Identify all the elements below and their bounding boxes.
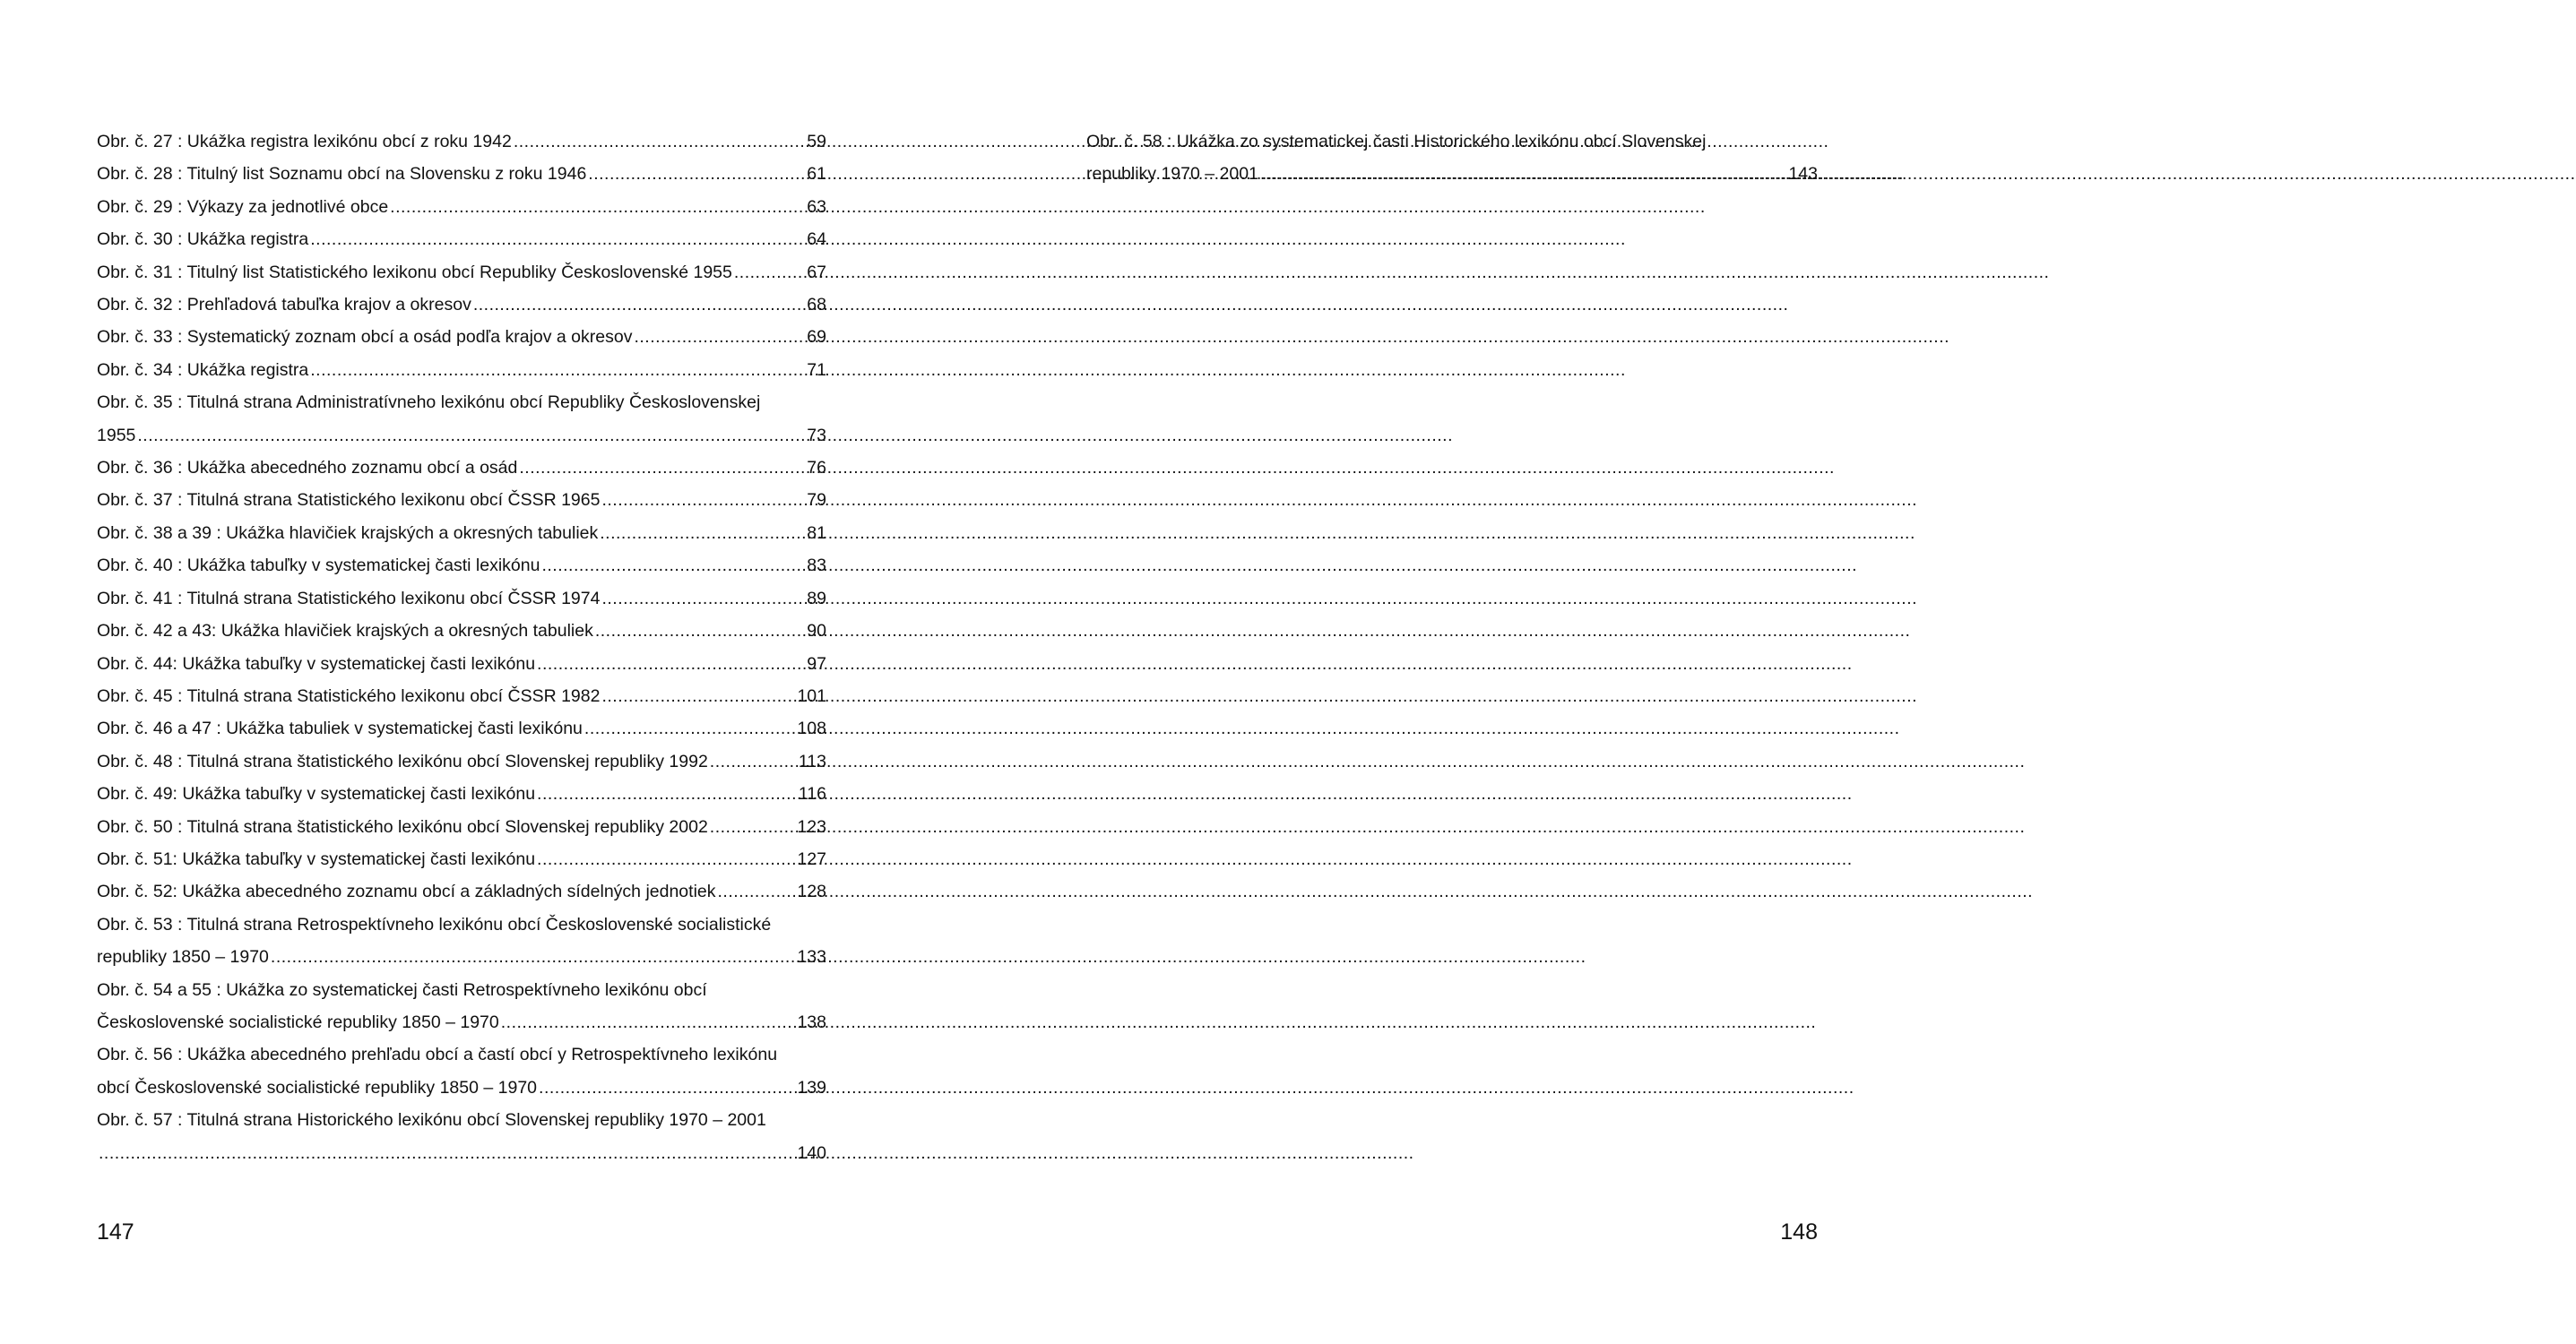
dot-leader — [537, 1072, 797, 1104]
figure-list — [1086, 125, 1818, 191]
entry-leader-line — [97, 256, 826, 289]
entry-leader-line — [97, 615, 826, 647]
toc-entry — [97, 223, 826, 255]
dot-leader — [388, 191, 807, 223]
entry-title: Obr. č. 37 : Titulná strana Statistického lexikonu obcí ČSSR 1965 — [97, 490, 601, 511]
toc-entry — [97, 1104, 826, 1169]
figure-list — [97, 125, 826, 1169]
dot-leader — [269, 941, 798, 973]
toc-entry — [97, 712, 826, 745]
entry-leader-line — [97, 223, 826, 255]
entry-page-number: 69 — [807, 327, 826, 348]
toc-entry — [97, 843, 826, 875]
entry-leader-line — [97, 712, 826, 745]
entry-page-number: 59 — [807, 132, 826, 151]
entry-leader-line — [97, 419, 826, 452]
entry-title: Obr. č. 42 a 43: Ukážka hlavičiek krajských a okresných tabuliek — [97, 621, 593, 642]
dot-leader — [732, 256, 807, 289]
entry-page-number: 90 — [807, 621, 826, 642]
dot-leader — [600, 582, 807, 615]
entry-leader-line — [97, 452, 826, 484]
entry-leader-line — [97, 125, 826, 158]
dot-leader — [535, 778, 799, 810]
entry-page-number: 128 — [797, 882, 826, 902]
toc-entry — [97, 517, 826, 549]
dot-leader — [517, 452, 807, 484]
entry-title-line: Obr. č. 35 : Titulná strana Administratívneho lexikónu obcí Republiky Československej — [97, 392, 761, 413]
entry-title: Obr. č. 41 : Titulná strana Statistického lexikonu obcí ČSSR 1974 — [97, 588, 601, 608]
entry-page-number: 97 — [807, 653, 826, 674]
dot-leader — [97, 1137, 797, 1169]
toc-entry — [97, 745, 826, 778]
page-number: 148 — [1780, 1219, 1818, 1245]
entry-page-number: 108 — [797, 719, 826, 739]
entry-leader-line — [97, 321, 826, 353]
entry-title: Obr. č. 31 : Titulný list Statistického lexikonu obcí Republiky Československé 1955 — [97, 262, 732, 282]
entry-title: Obr. č. 44: Ukážka tabuľky v systematickej časti lexikónu — [97, 653, 536, 674]
entry-title: Československé socialistické republiky 1850 – 1970 — [97, 1012, 499, 1032]
entry-title: Obr. č. 30 : Ukážka registra — [97, 229, 309, 250]
entry-title: Obr. č. 33 : Systematický zoznam obcí a osád podľa krajov a okresov — [97, 327, 633, 348]
entry-title: Obr. č. 45 : Titulná strana Statistického lexikonu obcí ČSSR 1982 — [97, 685, 601, 706]
entry-title: Obr. č. 28 : Titulný list Soznamu obcí na Slovensku z roku 1946 — [97, 164, 587, 185]
entry-title: Obr. č. 51: Ukážka tabuľky v systematickej časti lexikónu — [97, 849, 536, 869]
entry-page-number: 101 — [797, 685, 826, 706]
entry-leader-line — [97, 680, 826, 712]
entry-leader-line — [97, 1137, 826, 1169]
toc-entry — [97, 974, 826, 1039]
entry-title: Obr. č. 48 : Titulná strana štatistického lexikónu obcí Slovenskej republiky 1992 — [97, 751, 708, 771]
dot-leader — [586, 158, 807, 190]
toc-entry — [97, 875, 826, 908]
dot-leader — [600, 680, 797, 712]
toc-entry — [97, 484, 826, 516]
page-number: 147 — [97, 1219, 134, 1245]
entry-page-number: 68 — [807, 295, 826, 315]
entry-page-number: 64 — [807, 229, 826, 250]
entry-title: Obr. č. 49: Ukážka tabuľky v systematickej časti lexikónu — [97, 784, 536, 805]
entry-title: Obr. č. 34 : Ukážka registra — [97, 359, 309, 380]
entry-leader-line — [97, 941, 826, 973]
entry-title: Obr. č. 52: Ukážka abecedného zoznamu obcí a základných sídelných jednotiek — [97, 882, 716, 902]
entry-leader-line — [97, 549, 826, 582]
entry-title-line: Obr. č. 56 : Ukážka abecedného prehľadu obcí a častí obcí y Retrospektívneho lexikónu — [97, 1045, 778, 1065]
toc-entry — [97, 778, 826, 810]
entry-leader-line — [97, 843, 826, 875]
dot-leader — [308, 354, 807, 386]
toc-entry — [97, 452, 826, 484]
entry-title: obcí Československé socialistické republiky 1850 – 1970 — [97, 1077, 538, 1098]
entry-title: Obr. č. 38 a 39 : Ukážka hlavičiek krajských a okresných tabuliek — [97, 522, 599, 543]
entry-leader-line — [97, 517, 826, 549]
entry-page-number: 140 — [797, 1142, 826, 1163]
toc-entry — [97, 256, 826, 289]
entry-leader-line — [97, 811, 826, 843]
dot-leader — [135, 419, 807, 452]
entry-leader-line — [97, 289, 826, 321]
entry-page-number: 133 — [797, 947, 826, 968]
entry-leader-line — [97, 354, 826, 386]
toc-entry — [97, 354, 826, 386]
entry-page-number: 79 — [807, 490, 826, 511]
entry-page-number: 61 — [807, 164, 826, 185]
entry-leader-line — [97, 191, 826, 223]
entry-page-number: 139 — [797, 1077, 826, 1098]
toc-entry — [97, 549, 826, 582]
entry-title: republiky 1850 – 1970 — [97, 947, 269, 968]
entry-leader-line — [97, 1006, 826, 1038]
entry-page-number: 76 — [807, 458, 826, 478]
entry-title: republiky 1970 – 2001 — [1086, 164, 1258, 185]
toc-entry — [97, 158, 826, 190]
dot-leader — [1258, 158, 1789, 190]
entry-leader-line — [1086, 158, 1818, 190]
dot-leader — [535, 648, 807, 680]
entry-title: Obr. č. 27 : Ukážka registra lexikónu obcí z roku 1942 — [97, 132, 512, 151]
dot-leader — [708, 745, 799, 778]
toc-entry — [97, 321, 826, 353]
toc-entry — [97, 582, 826, 615]
entry-leader-line — [97, 582, 826, 615]
toc-entry — [97, 125, 826, 158]
toc-entry — [97, 648, 826, 680]
toc-entry — [97, 909, 826, 974]
entry-leader-line — [97, 745, 826, 778]
dot-leader — [308, 223, 807, 255]
entry-title: 1955 — [97, 425, 136, 445]
entry-page-number: 89 — [807, 588, 826, 608]
dot-leader — [540, 549, 807, 582]
dot-leader — [593, 615, 807, 647]
dot-leader — [535, 843, 797, 875]
entry-page-number: 123 — [797, 816, 826, 837]
toc-entry — [97, 615, 826, 647]
entry-page-number: 116 — [798, 784, 826, 805]
entry-title: Obr. č. 46 a 47 : Ukážka tabuliek v systematickej časti lexikónu — [97, 719, 583, 739]
toc-entry — [97, 289, 826, 321]
dot-leader — [598, 517, 807, 549]
entry-leader-line — [97, 1072, 826, 1104]
toc-entry — [97, 680, 826, 712]
entry-leader-line — [97, 875, 826, 908]
toc-entry — [97, 811, 826, 843]
entry-leader-line — [97, 484, 826, 516]
entry-page-number: 81 — [807, 522, 826, 543]
entry-page-number: 71 — [807, 359, 826, 380]
dot-leader — [632, 321, 807, 353]
dot-leader — [583, 712, 798, 745]
dot-leader — [499, 1006, 798, 1038]
entry-title: Obr. č. 40 : Ukážka tabuľky v systematickej časti lexikónu — [97, 556, 540, 576]
left-page — [0, 0, 948, 1344]
entry-title: Obr. č. 32 : Prehľadová tabuľka krajov a okresov — [97, 295, 471, 315]
dot-leader — [471, 289, 807, 321]
toc-entry — [97, 386, 826, 452]
entry-page-number: 113 — [798, 751, 826, 771]
toc-entry — [1086, 125, 1818, 191]
toc-entry — [97, 1038, 826, 1104]
entry-title: Obr. č. 36 : Ukážka abecedného zoznamu obcí a osád — [97, 458, 518, 478]
dot-leader — [716, 875, 798, 908]
entry-page-number: 67 — [807, 262, 826, 282]
entry-title-line: Obr. č. 54 a 55 : Ukážka zo systematickej časti Retrospektívneho lexikónu obcí — [97, 979, 707, 1000]
entry-page-number: 73 — [807, 425, 826, 445]
entry-page-number: 83 — [807, 556, 826, 576]
right-page — [948, 0, 1897, 1344]
entry-title: Obr. č. 50 : Titulná strana štatistického lexikónu obcí Slovenskej republiky 2002 — [97, 816, 708, 837]
entry-page-number: 63 — [807, 196, 826, 217]
entry-page-number: 127 — [797, 849, 826, 869]
entry-page-number: 143 — [1788, 164, 1818, 185]
toc-entry — [97, 191, 826, 223]
entry-leader-line — [97, 158, 826, 190]
entry-title-line: Obr. č. 57 : Titulná strana Historického lexikónu obcí Slovenskej republiky 1970 – 2001 — [97, 1110, 766, 1131]
entry-leader-line — [97, 648, 826, 680]
entry-page-number: 138 — [797, 1012, 826, 1032]
dot-leader — [600, 484, 807, 516]
entry-leader-line — [97, 778, 826, 810]
dot-leader — [708, 811, 798, 843]
dot-leader — [512, 125, 807, 158]
entry-title-line: Obr. č. 58 : Ukážka zo systematickej časti Historického lexikónu obcí Slovenskej — [1086, 132, 1707, 151]
entry-title: Obr. č. 29 : Výkazy za jednotlivé obce — [97, 196, 389, 217]
entry-title-line: Obr. č. 53 : Titulná strana Retrospektívneho lexikónu obcí Československé socialistické — [97, 914, 772, 935]
